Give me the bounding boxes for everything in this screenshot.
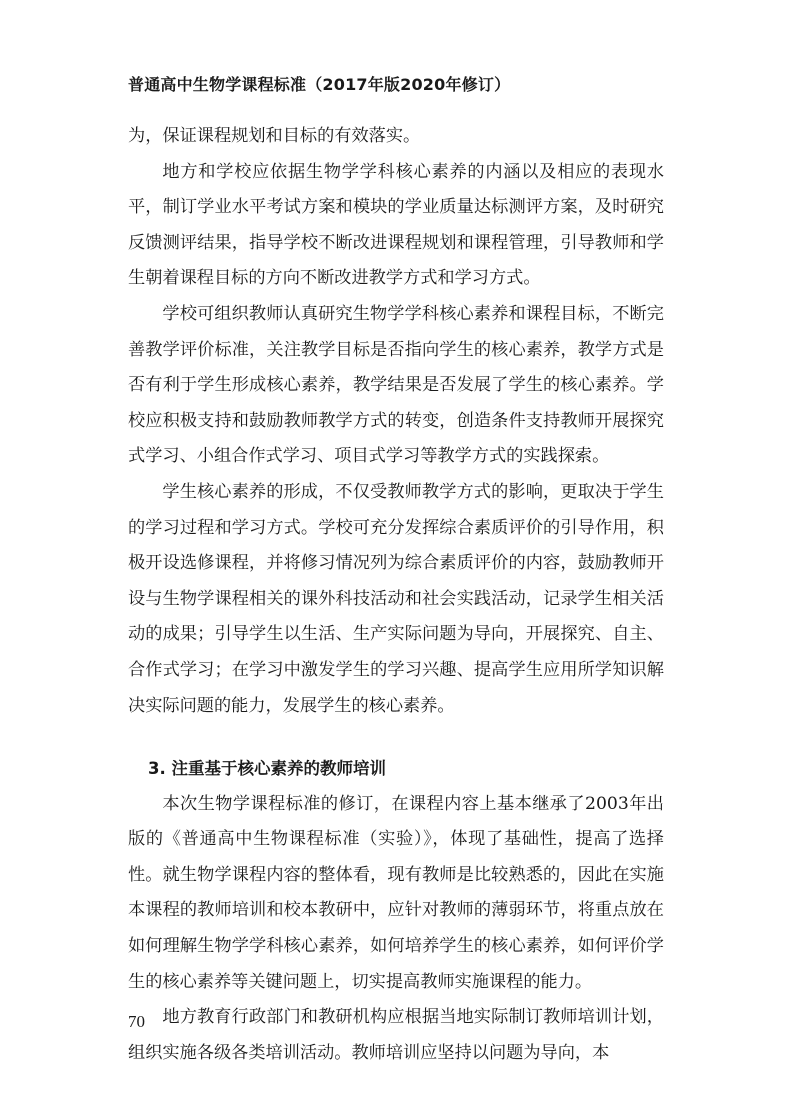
paragraph: 学校可组织教师认真研究生物学学科核心素养和课程目标，不断完善教学评价标准，关注教学目标是否指向学生的核心素养，教学方式是否有利于学生形成核心素养，教学结果是否发展了学生的核心素养。学校应积极支持和鼓励教师教学方式的转变，创造条件支持教师开展探究式学习、小组合作式学习、项目式学习等教学方式的实践探索。 — [128, 303, 664, 467]
body-text — [128, 119, 664, 1071]
paragraph: 地方教育行政部门和教研机构应根据当地实际制订教师培训计划，组织实施各级各类培训活动。教师培训应坚持以问题为导向，本 — [128, 1007, 664, 1063]
paragraph: 本次生物学课程标准的修订，在课程内容上基本继承了2003年出版的《普通高中生物课程标准（实验）》，体现了基础性，提高了选择性。就生物学课程内容的整体看，现有教师是比较熟悉的，因此在实施本课程的教师培训和校本教研中，应针对教师的薄弱环节，将重点放在如何理解生物学学科核心素养，如何培养学生的核心素养，如何评价学生的核心素养等关键问题上，切实提高教师实施课程的能力。 — [128, 793, 664, 992]
running-header: 普通高中生物学课程标准（2017年版2020年修订） — [128, 75, 511, 94]
page-number: 70 — [128, 1012, 145, 1031]
paragraph: 地方和学校应依据生物学学科核心素养的内涵以及相应的表现水平，制订学业水平考试方案和模块的学业质量达标测评方案，及时研究反馈测评结果，指导学校不断改进课程规划和课程管理，引导教师和学生朝着课程目标的方向不断改进教学方式和学习方式。 — [128, 161, 664, 289]
paragraph-continuation: 为，保证课程规划和目标的有效落实。 — [128, 126, 421, 146]
paragraph: 学生核心素养的形成，不仅受教师教学方式的影响，更取决于学生的学习过程和学习方式。学校可充分发挥综合素质评价的引导作用，积极开设选修课程，并将修习情况列为综合素质评价的内容，鼓励教师开设与生物学课程相关的课外科技活动和社会实践活动，记录学生相关活动的成果；引导学生以生活、生产实际问题为导向，开展探究、自主、合作式学习；在学习中激发学生的学习兴趣、提高学生应用所学知识解决实际问题的能力，发展学生的核心素养。 — [128, 481, 664, 716]
section-heading: 3. 注重基于核心素养的教师培训 — [148, 759, 386, 779]
